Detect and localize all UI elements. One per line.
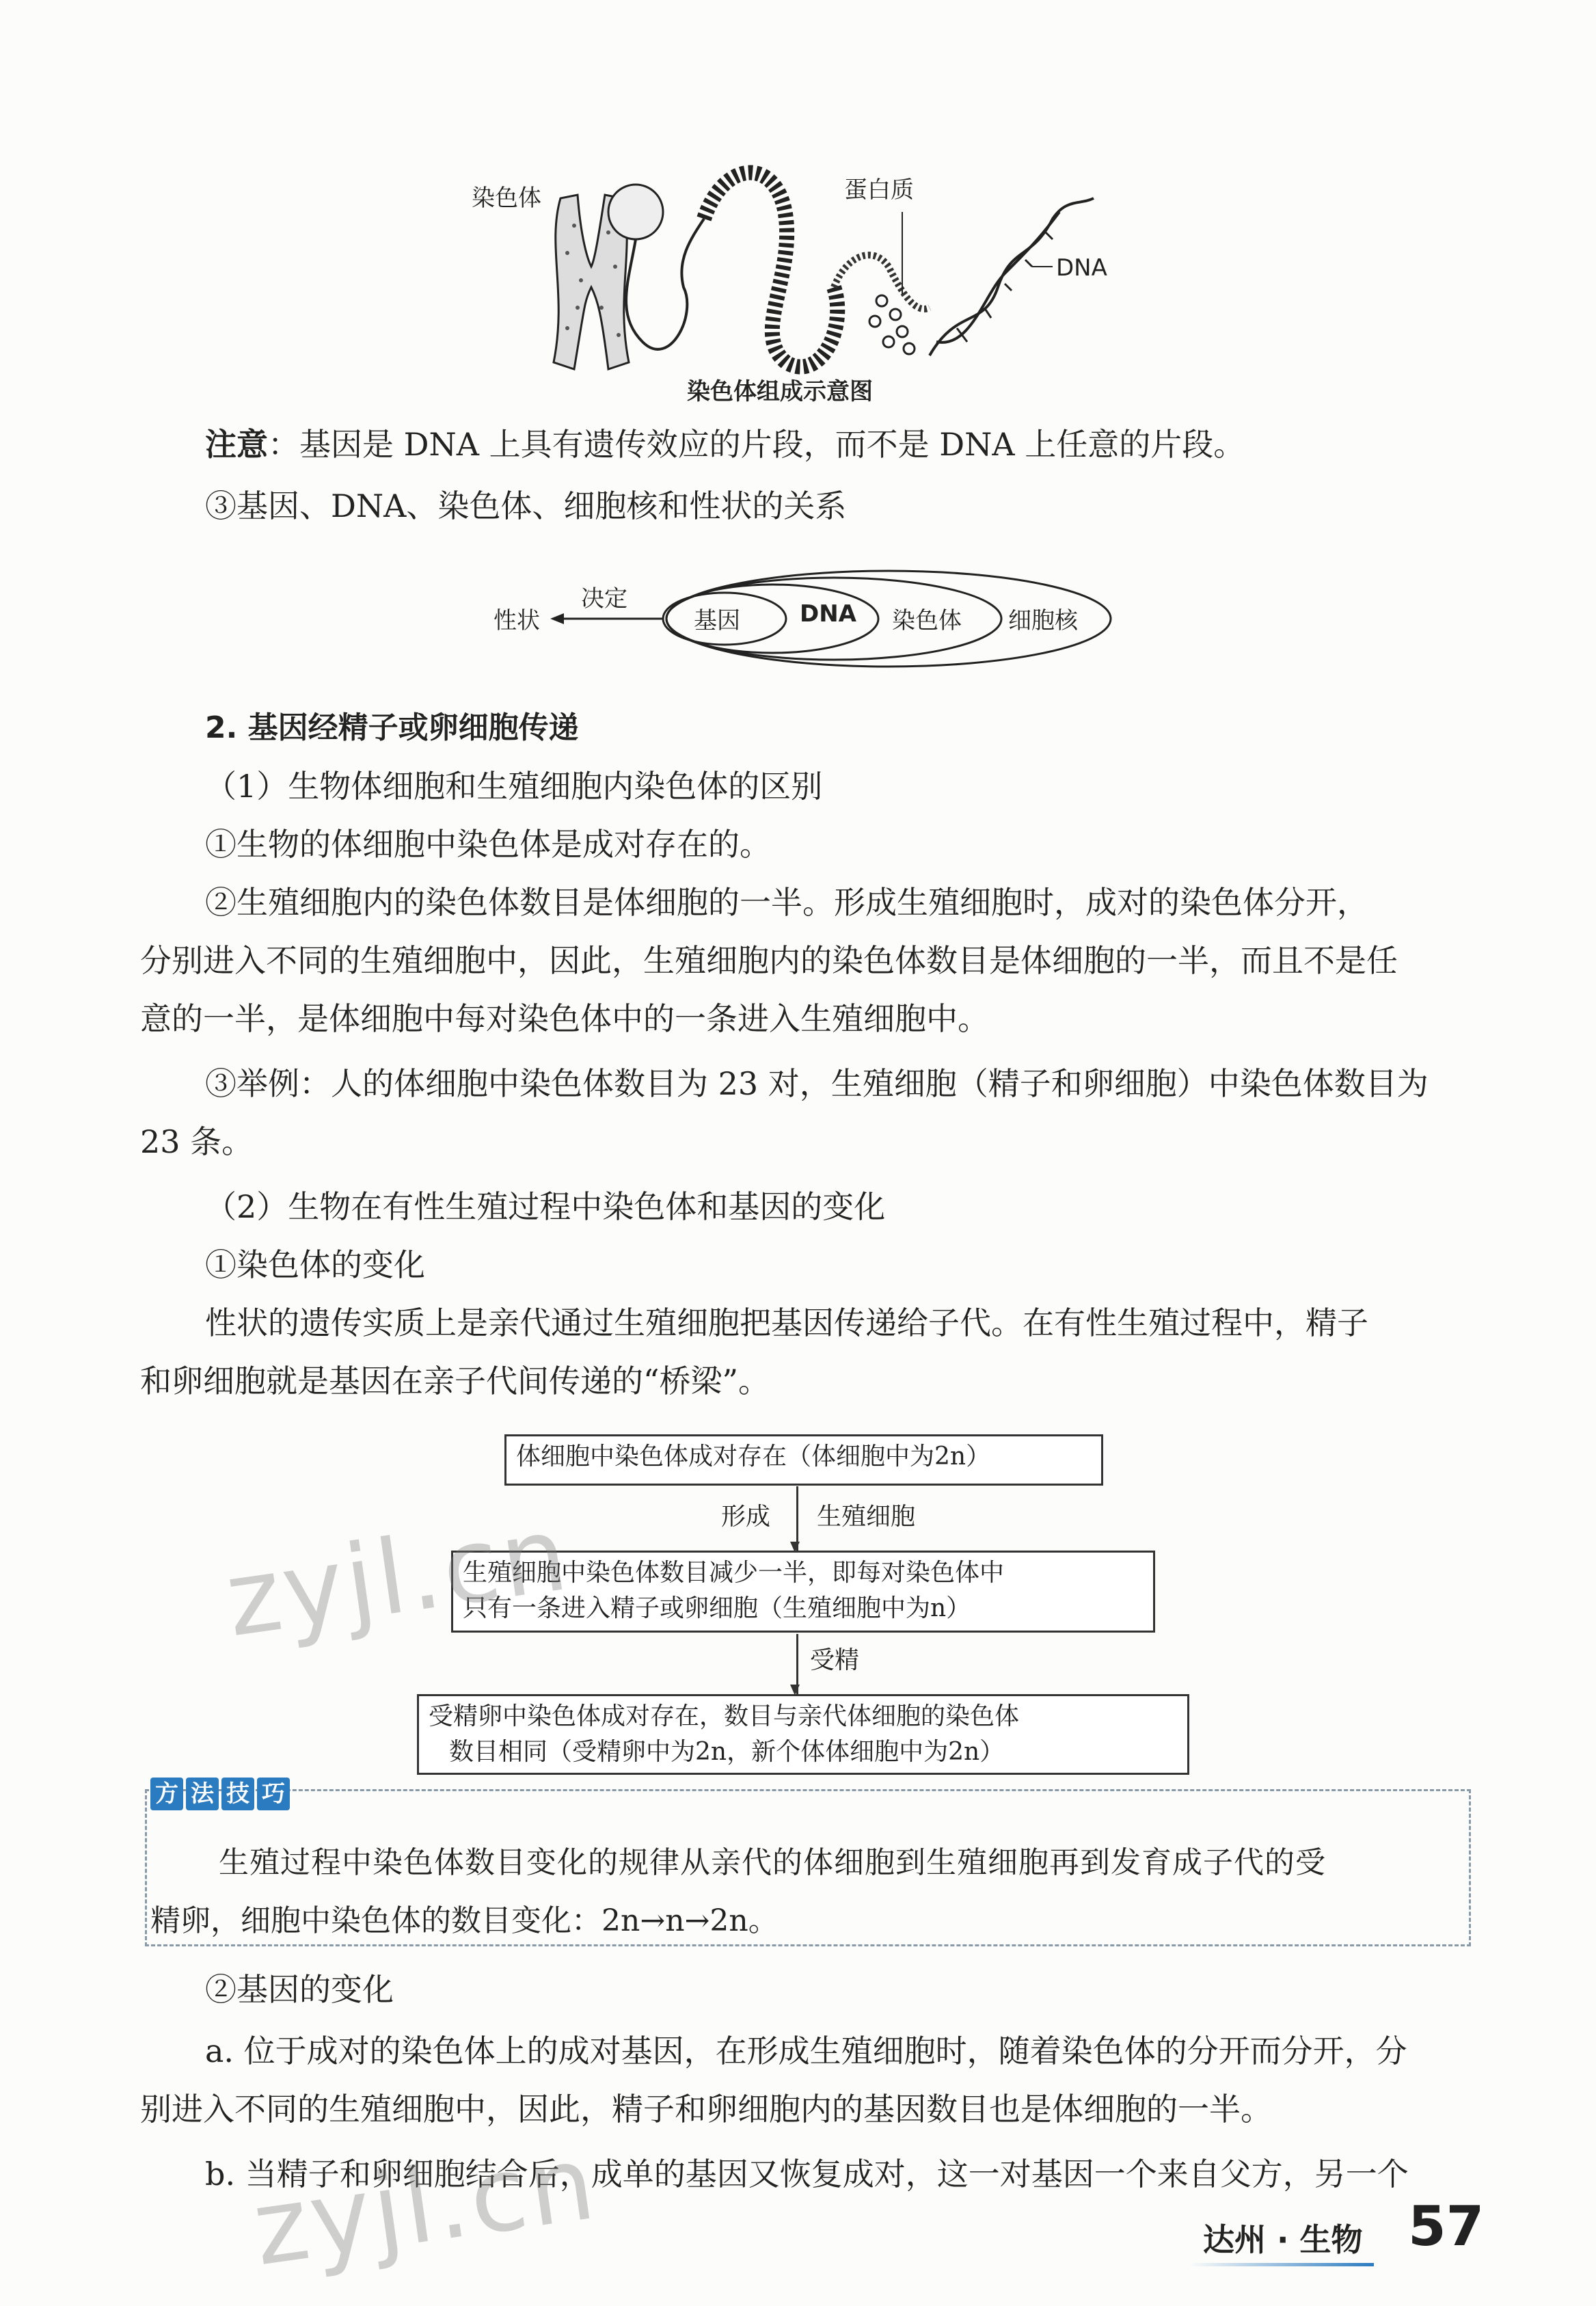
relation-title: ③基因、DNA、染色体、细胞核和性状的关系 bbox=[205, 487, 847, 524]
paragraph: 23 条。 bbox=[140, 1123, 254, 1160]
note-paragraph bbox=[205, 414, 1245, 475]
chromosome-ellipse-label: 染色体 bbox=[892, 607, 962, 634]
tip-tag-char: 方 bbox=[150, 1778, 183, 1810]
flow-arrow-1-left: 形成 bbox=[721, 1503, 771, 1531]
paragraph: （2）生物在有性生殖过程中染色体和基因的变化 bbox=[205, 1188, 886, 1225]
gene-label: 基因 bbox=[694, 607, 740, 634]
footer-underline bbox=[1189, 2263, 1374, 2266]
flow-arrow-2-right: 受精 bbox=[810, 1646, 860, 1674]
dna-label: DNA bbox=[1056, 254, 1107, 282]
section-heading: 2. 基因经精子或卵细胞传递 bbox=[205, 710, 579, 745]
chromosome-label: 染色体 bbox=[472, 185, 541, 212]
flow-box-3 bbox=[417, 1694, 1189, 1775]
paragraph: ①生物的体细胞中染色体是成对存在的。 bbox=[205, 826, 771, 863]
paragraph: 和卵细胞就是基因在亲子代间传递的“桥梁”。 bbox=[140, 1363, 770, 1399]
decide-label: 决定 bbox=[581, 585, 627, 613]
flow-box-1-text: 体细胞中染色体成对存在（体细胞中为2n） bbox=[516, 1443, 991, 1471]
tip-line-2: 精卵，细胞中染色体的数目变化：2n→n→2n。 bbox=[150, 1903, 779, 1938]
protein-label: 蛋白质 bbox=[844, 176, 914, 204]
paragraph: b. 当精子和卵细胞结合后，成单的基因又恢复成对，这一对基因一个来自父方，另一个 bbox=[205, 2156, 1409, 2193]
paragraph: a. 位于成对的染色体上的成对基因，在形成生殖细胞时，随着染色体的分开而分开，分 bbox=[205, 2033, 1407, 2069]
paragraph: 性状的遗传实质上是亲代通过生殖细胞把基因传递给子代。在有性生殖过程中，精子 bbox=[205, 1304, 1368, 1341]
paragraph: （1）生物体细胞和生殖细胞内染色体的区别 bbox=[205, 768, 823, 805]
flow-arrow-2 bbox=[796, 1634, 798, 1694]
paragraph: 意的一半，是体细胞中每对染色体中的一条进入生殖细胞中。 bbox=[140, 1000, 989, 1037]
trait-label: 性状 bbox=[493, 607, 540, 634]
footer-title: 达州 · 生物 bbox=[1203, 2221, 1363, 2258]
paragraph: ②基因的变化 bbox=[205, 1971, 394, 2008]
nucleus-label: 细胞核 bbox=[1008, 607, 1078, 634]
paragraph: ③举例：人的体细胞中染色体数目为 23 对，生殖细胞（精子和卵细胞）中染色体数目为 bbox=[205, 1065, 1429, 1102]
paragraph: 分别进入不同的生殖细胞中，因此，生殖细胞内的染色体数目是体细胞的一半，而且不是任 bbox=[140, 942, 1398, 979]
watermark: zyjl.cn bbox=[219, 1494, 577, 1661]
paragraph: ②生殖细胞内的染色体数目是体细胞的一半。形成生殖细胞时，成对的染色体分开， bbox=[205, 884, 1368, 921]
note-label: 注意 bbox=[205, 426, 268, 463]
tip-line-1: 生殖过程中染色体数目变化的规律从亲代的体细胞到生殖细胞再到发育成子代的受 bbox=[219, 1845, 1326, 1880]
paragraph: ①染色体的变化 bbox=[205, 1246, 425, 1283]
watermark: zyjl.cn bbox=[246, 2123, 604, 2290]
paragraph: 别进入不同的生殖细胞中，因此，精子和卵细胞内的基因数目也是体细胞的一半。 bbox=[140, 2091, 1272, 2128]
figure-caption: 染色体组成示意图 bbox=[687, 378, 873, 405]
flow-box-3-line1: 受精卵中染色体成对存在，数目与亲代体细胞的染色体 bbox=[429, 1702, 1020, 1730]
tip-tag-char: 技 bbox=[221, 1778, 254, 1810]
flow-box-2-line1: 生殖细胞中染色体数目减少一半，即每对染色体中 bbox=[463, 1559, 1005, 1587]
flow-box-3-line2: 数目相同（受精卵中为2n，新个体体细胞中为2n） bbox=[449, 1738, 1005, 1766]
page-number: 57 bbox=[1408, 2195, 1485, 2258]
note-text: ：基因是 DNA 上具有遗传效应的片段，而不是 DNA 上任意的片段。 bbox=[268, 426, 1245, 463]
method-tip-tag bbox=[150, 1778, 290, 1810]
flow-box-1 bbox=[504, 1434, 1103, 1486]
tip-tag-char: 法 bbox=[186, 1778, 219, 1810]
flow-box-2-line2: 只有一条进入精子或卵细胞（生殖细胞中为n） bbox=[463, 1594, 971, 1622]
flow-arrow-1-right: 生殖细胞 bbox=[817, 1503, 916, 1531]
dna-ellipse-label: DNA bbox=[800, 600, 856, 628]
flow-arrow-1 bbox=[796, 1486, 798, 1551]
tip-tag-char: 巧 bbox=[257, 1778, 290, 1810]
